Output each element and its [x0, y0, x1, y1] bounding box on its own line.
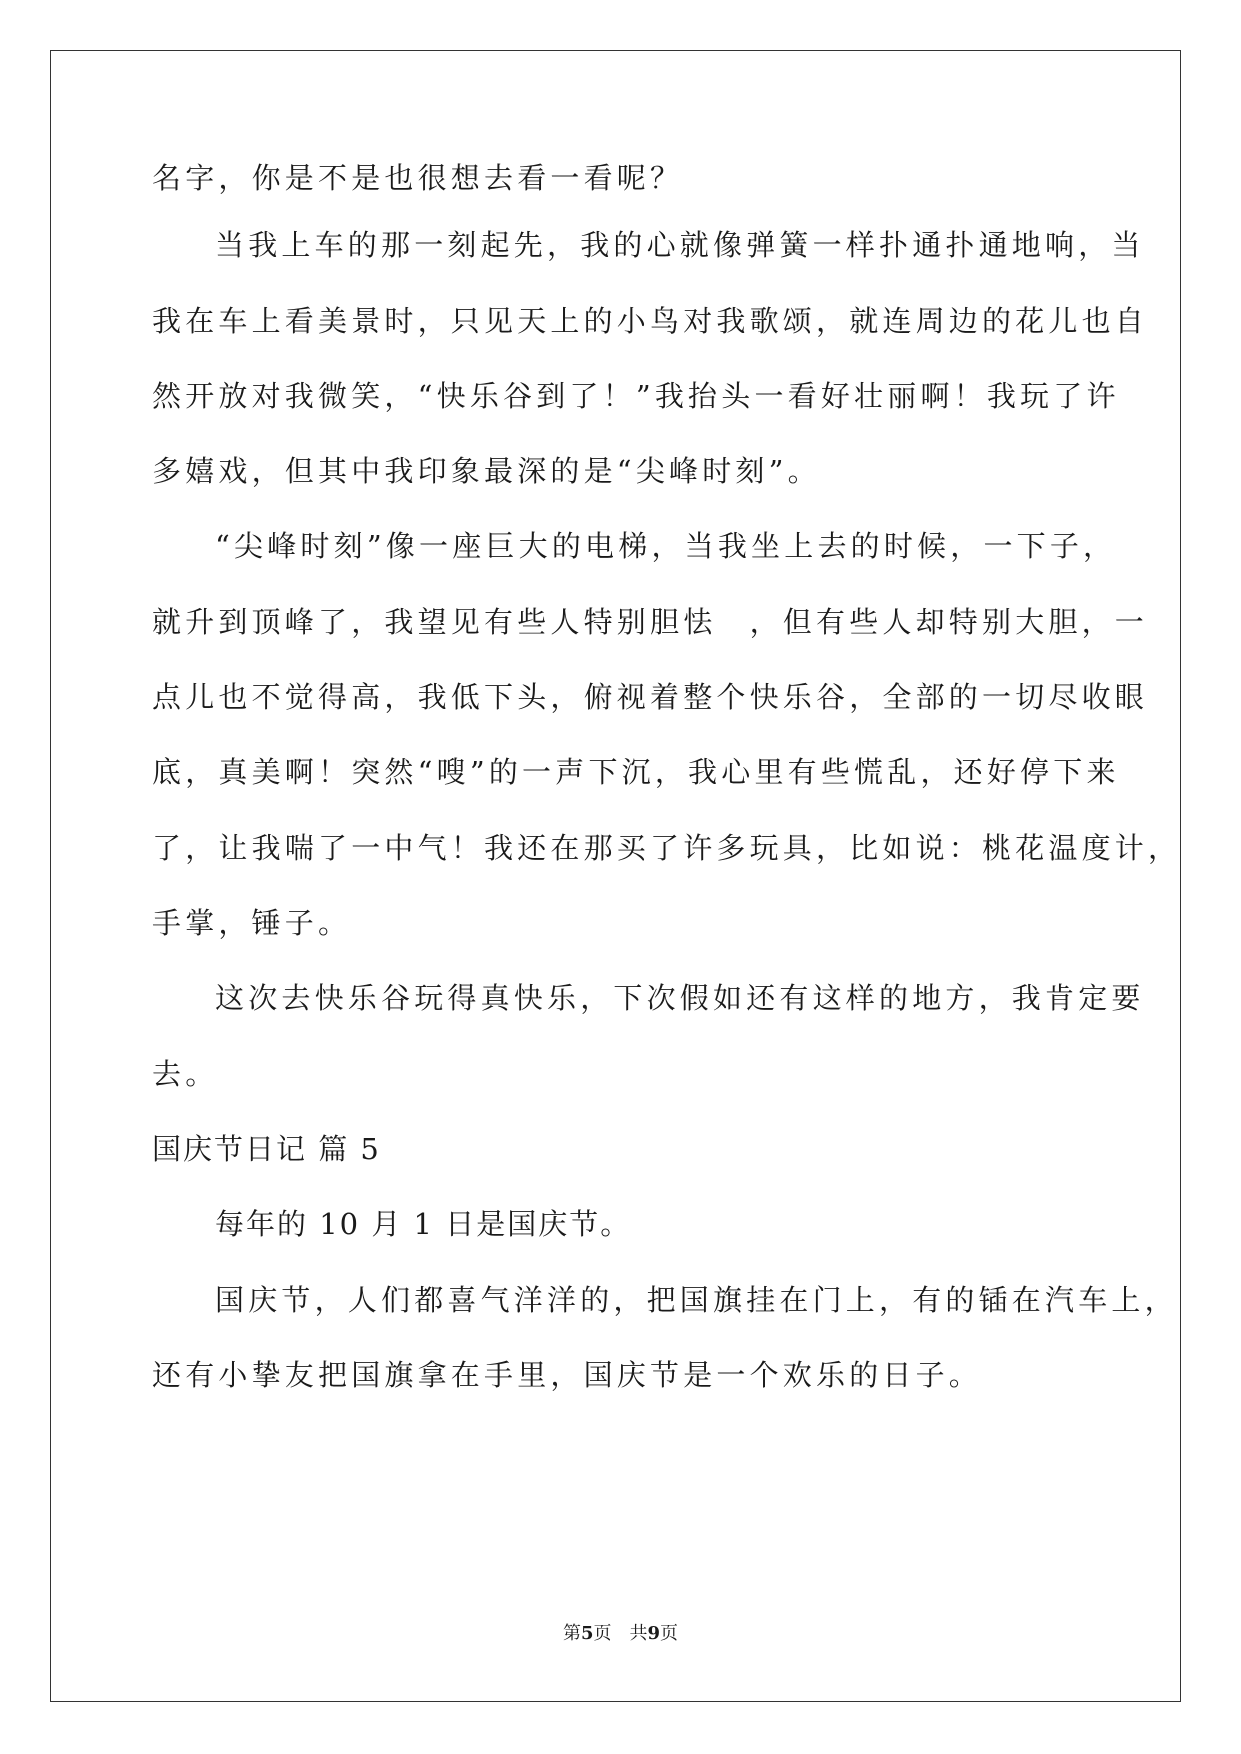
- footer-prefix: 第: [562, 1623, 581, 1644]
- paragraph-line: 名字，你是不是也很想去看一看呢？: [152, 161, 684, 195]
- paragraph-line: 多嬉戏，但其中我印象最深的是“尖峰时刻”。: [152, 454, 821, 488]
- paragraph-line: 了，让我喘了一中气！我还在那买了许多玩具，比如说：桃花温度计，: [152, 831, 1182, 865]
- footer-total-pages: 9: [647, 1623, 661, 1644]
- footer-page-number: 5: [580, 1623, 594, 1644]
- footer-suffix: 页: [660, 1623, 679, 1644]
- paragraph-line: 点儿也不觉得高，我低下头，俯视着整个快乐谷，全部的一切尽收眼: [152, 680, 1149, 714]
- footer-middle: 页 共: [593, 1623, 648, 1644]
- paragraph-line: 底，真美啊！突然“嗖”的一声下沉，我心里有些慌乱，还好停下来: [152, 755, 1120, 789]
- paragraph-line: “尖峰时刻”像一座巨大的电梯，当我坐上去的时候，一下子，: [215, 529, 1117, 563]
- paragraph-line: 当我上车的那一刻起先，我的心就像弹簧一样扑通扑通地响，当: [215, 228, 1145, 262]
- paragraph-line: 然开放对我微笑，“快乐谷到了！”我抬头一看好壮丽啊！我玩了许: [152, 379, 1120, 413]
- paragraph-line: 去。: [152, 1057, 219, 1091]
- paragraph-line: 就升到顶峰了，我望见有些人特别胆怯 ，但有些人却特别大胆，一: [152, 605, 1149, 639]
- paragraph-line: 这次去快乐谷玩得真快乐，下次假如还有这样的地方，我肯定要: [215, 981, 1145, 1015]
- paragraph-line: 我在车上看美景时，只见天上的小鸟对我歌颂，就连周边的花儿也自: [152, 304, 1149, 338]
- paragraph-line: 手掌，锤子。: [152, 906, 352, 940]
- section-heading: 国庆节日记 篇 5: [152, 1132, 381, 1166]
- page-frame: [50, 50, 1181, 1702]
- paragraph-line: 每年的 10 月 1 日是国庆节。: [215, 1207, 632, 1241]
- paragraph-line: 还有小挚友把国旗拿在手里，国庆节是一个欢乐的日子。: [152, 1358, 983, 1392]
- paragraph-line: 国庆节，人们都喜气洋洋的，把国旗挂在门上，有的锸在汽车上，: [215, 1283, 1178, 1317]
- page-footer: [0, 1622, 1241, 1646]
